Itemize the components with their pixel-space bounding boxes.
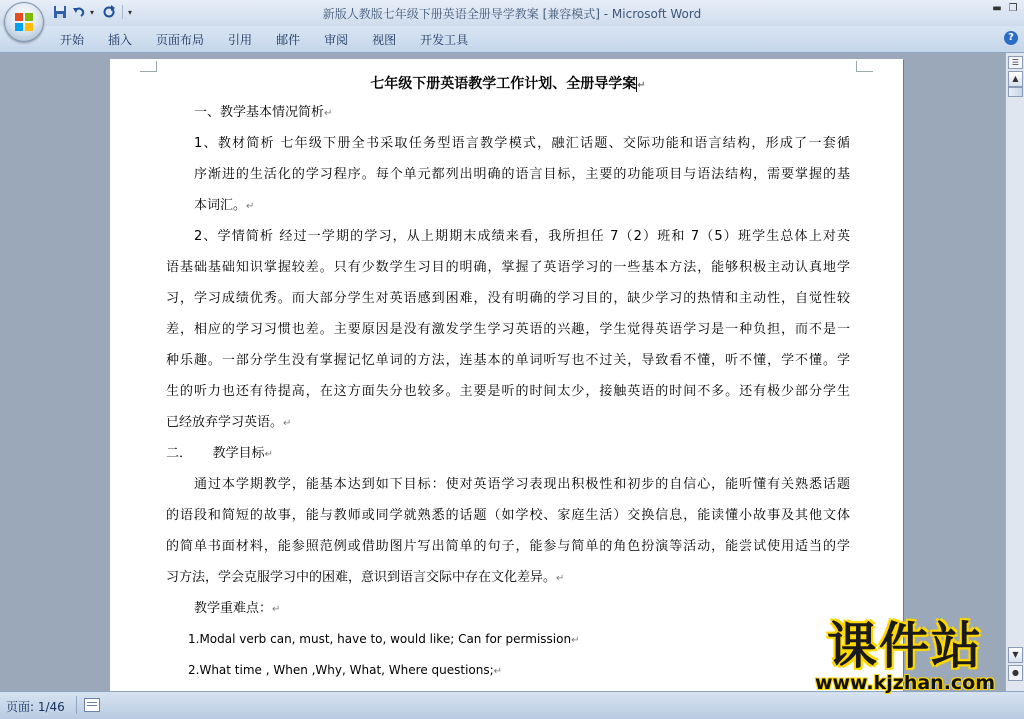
office-button[interactable] bbox=[4, 2, 44, 42]
tab-review[interactable]: 审阅 bbox=[324, 33, 349, 47]
section-heading bbox=[166, 97, 850, 128]
paragraph-line-text: 已经放弃学习英语。 bbox=[166, 415, 284, 430]
watermark-url: www.kjzhan.com bbox=[814, 672, 996, 694]
paragraph-line: 通过本学期教学，能基本达到如下目标：使对英语学习表现出积极性和初步的自信心，能听懂有关熟悉话题 bbox=[194, 477, 850, 492]
paragraph-mark: ↵ bbox=[556, 573, 565, 584]
redo-button[interactable] bbox=[101, 4, 117, 20]
title-bar bbox=[0, 0, 1024, 26]
minimize-button[interactable]: ▬ bbox=[992, 3, 1002, 14]
ribbon-tabs bbox=[48, 30, 480, 50]
app-name: Microsoft Word bbox=[611, 7, 702, 21]
paragraph-mark: ↵ bbox=[571, 635, 580, 646]
document-workspace bbox=[0, 53, 1006, 691]
section-heading bbox=[166, 438, 850, 469]
save-button[interactable] bbox=[52, 4, 68, 20]
office-logo-icon bbox=[14, 12, 34, 32]
paragraph-line bbox=[166, 562, 850, 593]
scroll-up-icon[interactable]: ▲ bbox=[1008, 71, 1023, 87]
paragraph-mark: ↵ bbox=[493, 666, 503, 677]
document-heading bbox=[166, 71, 850, 97]
document-page[interactable] bbox=[110, 59, 903, 691]
paragraph-line: 的语段和简短的故事，能与教师或同学就熟悉的话题（如学校、家庭生活）交换信息，能读懂小故事及其他文体 bbox=[166, 508, 850, 523]
scroll-thumb[interactable] bbox=[1008, 87, 1023, 97]
section-heading-text: 二． 教学目标 bbox=[166, 446, 265, 461]
view-ruler-icon[interactable]: ☰ bbox=[1008, 56, 1023, 69]
window-controls bbox=[990, 2, 1020, 16]
ribbon bbox=[0, 26, 1024, 53]
paragraph-line: 语基础基础知识掌握较差。只有少数学生习目的明确，掌握了英语学习的一些基本方法，能够积极主动认真地学 bbox=[166, 260, 850, 275]
key-points-heading-text: 教学重难点： bbox=[194, 601, 273, 616]
document-title-text: 新版人教版七年级下册英语全册导学教案 [兼容模式] - bbox=[322, 7, 612, 21]
paragraph-mark: ↵ bbox=[324, 108, 333, 119]
margin-corner-mark bbox=[856, 61, 873, 72]
window-title bbox=[0, 5, 1024, 22]
quick-access-buttons bbox=[52, 4, 136, 20]
margin-corner-mark bbox=[140, 61, 157, 72]
paragraph-line bbox=[166, 190, 850, 221]
page-count-status[interactable]: 页面: 1/46 bbox=[6, 700, 65, 714]
paragraph-mark: ↵ bbox=[246, 201, 255, 212]
vertical-scrollbar[interactable] bbox=[1005, 53, 1024, 691]
redo-icon bbox=[102, 5, 116, 19]
paragraph-line bbox=[166, 407, 850, 438]
tab-view[interactable]: 视图 bbox=[372, 33, 397, 47]
proofing-status-icon[interactable] bbox=[84, 698, 100, 712]
paragraph-line: 1、教材简析 七年级下册全书采取任务型语言教学模式，融汇话题、交际功能和语言结构，形成了一套循 bbox=[194, 136, 850, 151]
paragraph-line: 种乐趣。一部分学生没有掌握记忆单词的方法，连基本的单词听写也不过关，导致看不懂，听不懂，学不懂。学 bbox=[166, 353, 850, 368]
tab-insert[interactable]: 插入 bbox=[108, 33, 133, 47]
undo-button[interactable] bbox=[71, 4, 87, 20]
paragraph-line-text: 本词汇。 bbox=[194, 198, 247, 213]
paragraph-line: 差，相应的学习习惯也差。主要原因是没有激发学生学习英语的兴趣，学生觉得英语学习是一种负担，而不是一 bbox=[166, 322, 850, 337]
customize-dropdown-icon[interactable]: ▾ bbox=[128, 7, 133, 17]
paragraph-line: 的简单书面材料，能参照范例或借助图片写出简单的句子，能参与简单的角色扮演等活动，能尝试使用适当的学 bbox=[166, 539, 850, 554]
paragraph-line: 2、学情简析 经过一学期的学习，从上期期末成绩来看，我所担任 7（2）班和 7（5）班学生总体上对英 bbox=[194, 229, 850, 244]
undo-dropdown-icon[interactable]: ▾ bbox=[90, 7, 95, 17]
document-heading-text: 七年级下册英语教学工作计划、全册导学案 bbox=[370, 76, 637, 92]
section-heading-text: 一、教学基本情况简析 bbox=[194, 105, 325, 120]
paragraph-mark: ↵ bbox=[637, 80, 646, 91]
paragraph-mark: ↵ bbox=[283, 418, 292, 429]
tab-mailings[interactable]: 邮件 bbox=[276, 33, 301, 47]
floppy-disk-icon bbox=[53, 5, 67, 19]
toolbar-separator bbox=[122, 5, 123, 19]
help-button[interactable]: ? bbox=[1004, 31, 1018, 45]
document-body[interactable] bbox=[166, 71, 850, 686]
tab-home[interactable]: 开始 bbox=[60, 33, 85, 47]
paragraph-line: 序渐进的生活化的学习程序。每个单元都列出明确的语言目标，主要的功能项目与语法结构，需要掌握的基 bbox=[194, 167, 850, 182]
paragraph-line: 习，学习成绩优秀。而大部分学生对英语感到困难，没有明确的学习目的，缺少学习的热情和主动性，自觉性较 bbox=[166, 291, 850, 306]
watermark-text: 课件站 bbox=[827, 617, 983, 675]
restore-button[interactable]: ❐ bbox=[1008, 3, 1018, 14]
tab-developer[interactable]: 开发工具 bbox=[420, 33, 469, 47]
list-item bbox=[166, 655, 850, 686]
list-item bbox=[166, 624, 850, 655]
key-points-heading bbox=[166, 593, 850, 624]
tab-page-layout[interactable]: 页面布局 bbox=[156, 33, 205, 47]
paragraph-mark: ↵ bbox=[272, 604, 281, 615]
paragraph-mark: ↵ bbox=[264, 449, 274, 460]
undo-icon bbox=[72, 5, 86, 19]
paragraph-line-text: 习方法，学会克服学习中的困难，意识到语言交际中存在文化差异。 bbox=[166, 570, 557, 585]
list-item-text: 2.What time , When ,Why, What, Where questions; bbox=[188, 663, 494, 677]
scroll-down-icon[interactable]: ▼ bbox=[1008, 647, 1023, 663]
status-bar bbox=[0, 691, 1024, 719]
status-separator bbox=[76, 696, 77, 714]
tab-references[interactable]: 引用 bbox=[228, 33, 253, 47]
browse-object-icon[interactable]: ● bbox=[1008, 665, 1023, 681]
list-item-text: 1.Modal verb can, must, have to, would like; Can for permission bbox=[188, 632, 572, 646]
watermark-logo bbox=[800, 616, 1010, 694]
paragraph-line: 生的听力也还有待提高，在这方面失分也较多。主要是听的时间太少，接触英语的时间不多。还有极少部分学生 bbox=[166, 384, 850, 399]
